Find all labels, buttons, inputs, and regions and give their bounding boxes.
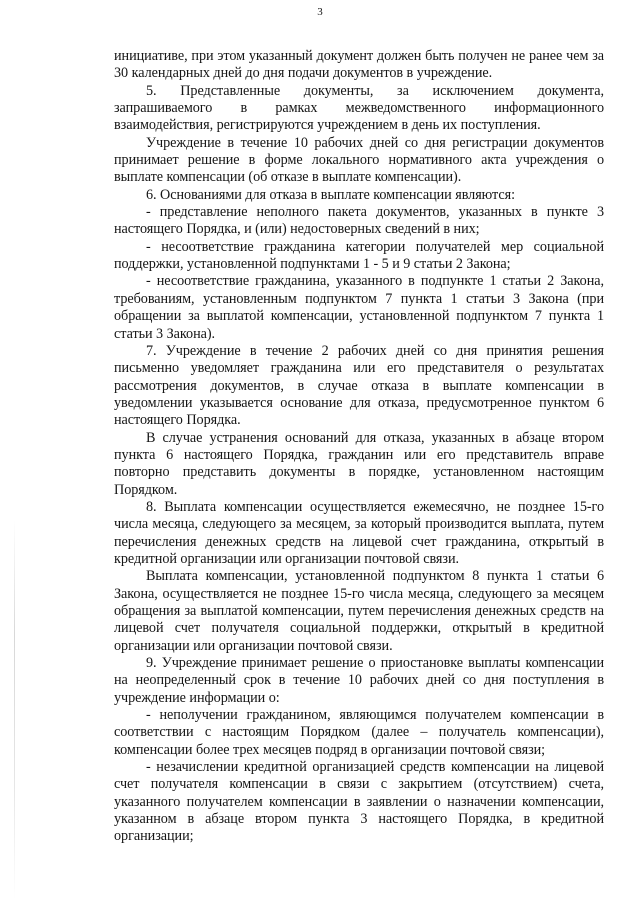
list-item-incomplete-documents: - представление неполного пакета документов, указанных в пункте 3 настоящего Порядка, и (или) недостоверных сведений в них; [114, 204, 604, 238]
scan-edge-mark [14, 520, 15, 900]
paragraph-item-8: 8. Выплата компенсации осуществляется ежемесячно, не позднее 15-го числа месяца, следующего за месяцем, за который производится выплата, путем перечисления денежных средств на лицевой счет гражданина, открытый в кредитной организации или организации почтовой связи. [114, 498, 604, 567]
list-item-requirements-mismatch: - несоответствие гражданина, указанного в подпункте 1 статьи 2 Закона, требованиям, установленным подпунктом 7 пункта 1 статьи 3 Закона (при обращении за выплатой компенсации, установленной подпунктом 7 пункта 1 статьи 3 Закона). [114, 273, 604, 342]
paragraph-compensation-payment: Выплата компенсации, установленной подпунктом 8 пункта 1 статьи 6 Закона, осуществляется не позднее 15-го числа месяца, следующего за месяцем обращения за выплатой компенсации, путем перечисления денежных средств на лицевой счет получателя социальной поддержки, открытый в кредитной организации или организации почтовой связи. [114, 568, 604, 654]
paragraph-decision: Учреждение в течение 10 рабочих дней со дня регистрации документов принимает решение в форме локального нормативного акта учреждения о выплате компенсации (об отказе в выплате компенсации). [114, 134, 604, 186]
paragraph-item-7: 7. Учреждение в течение 2 рабочих дней со дня принятия решения письменно уведомляет гражданина или его представителя о результатах рассмотрения документов, в случае отказа в выплате компенсации в уведомлении указывается основание для отказа, предусмотренное пунктом 6 настоящего Порядка. [114, 342, 604, 429]
list-item-non-crediting: - незачислении кредитной организацией средств компенсации на лицевой счет получателя компенсации в связи с закрытием (отсутствием) счета, указанного получателем компенсации в заявлении о назначении компенсации, указанном в абзаце втором пункта 3 настоящего Порядка, в кредитной организации; [114, 759, 604, 845]
page-number: 3 [317, 6, 323, 18]
paragraph-continuation: инициативе, при этом указанный документ должен быть получен не ранее чем за 30 календарных дней до дня подачи документов в учреждение. [114, 48, 604, 82]
list-item-non-receipt: - неполучении гражданином, являющимся получателем компенсации в соответствии с настоящим Порядком (далее – получатель компенсации), компенсации более трех месяцев подряд в организации почтовой связи; [114, 707, 604, 758]
paragraph-item-9: 9. Учреждение принимает решение о приостановке выплаты компенсации на неопределенный срок в течение 10 рабочих дней со дня поступления в учреждение информации о: [114, 655, 604, 706]
paragraph-item-6: 6. Основаниями для отказа в выплате компенсации являются: [146, 186, 515, 203]
paragraph-item-5: 5. Представленные документы, за исключением документа, запрашиваемого в рамках межведомственного информационного взаимодействия, регистрируются учреждением в день их поступления. [114, 82, 604, 134]
paragraph-resubmission: В случае устранения оснований для отказа, указанных в абзаце втором пункта 6 настоящего Порядка, гражданин или его представитель вправе повторно представить документы в порядке, установленном настоящим Порядком. [114, 429, 604, 498]
list-item-category-mismatch: - несоответствие гражданина категории получателей мер социальной поддержки, установленной подпунктами 1 - 5 и 9 статьи 2 Закона; [114, 238, 604, 273]
